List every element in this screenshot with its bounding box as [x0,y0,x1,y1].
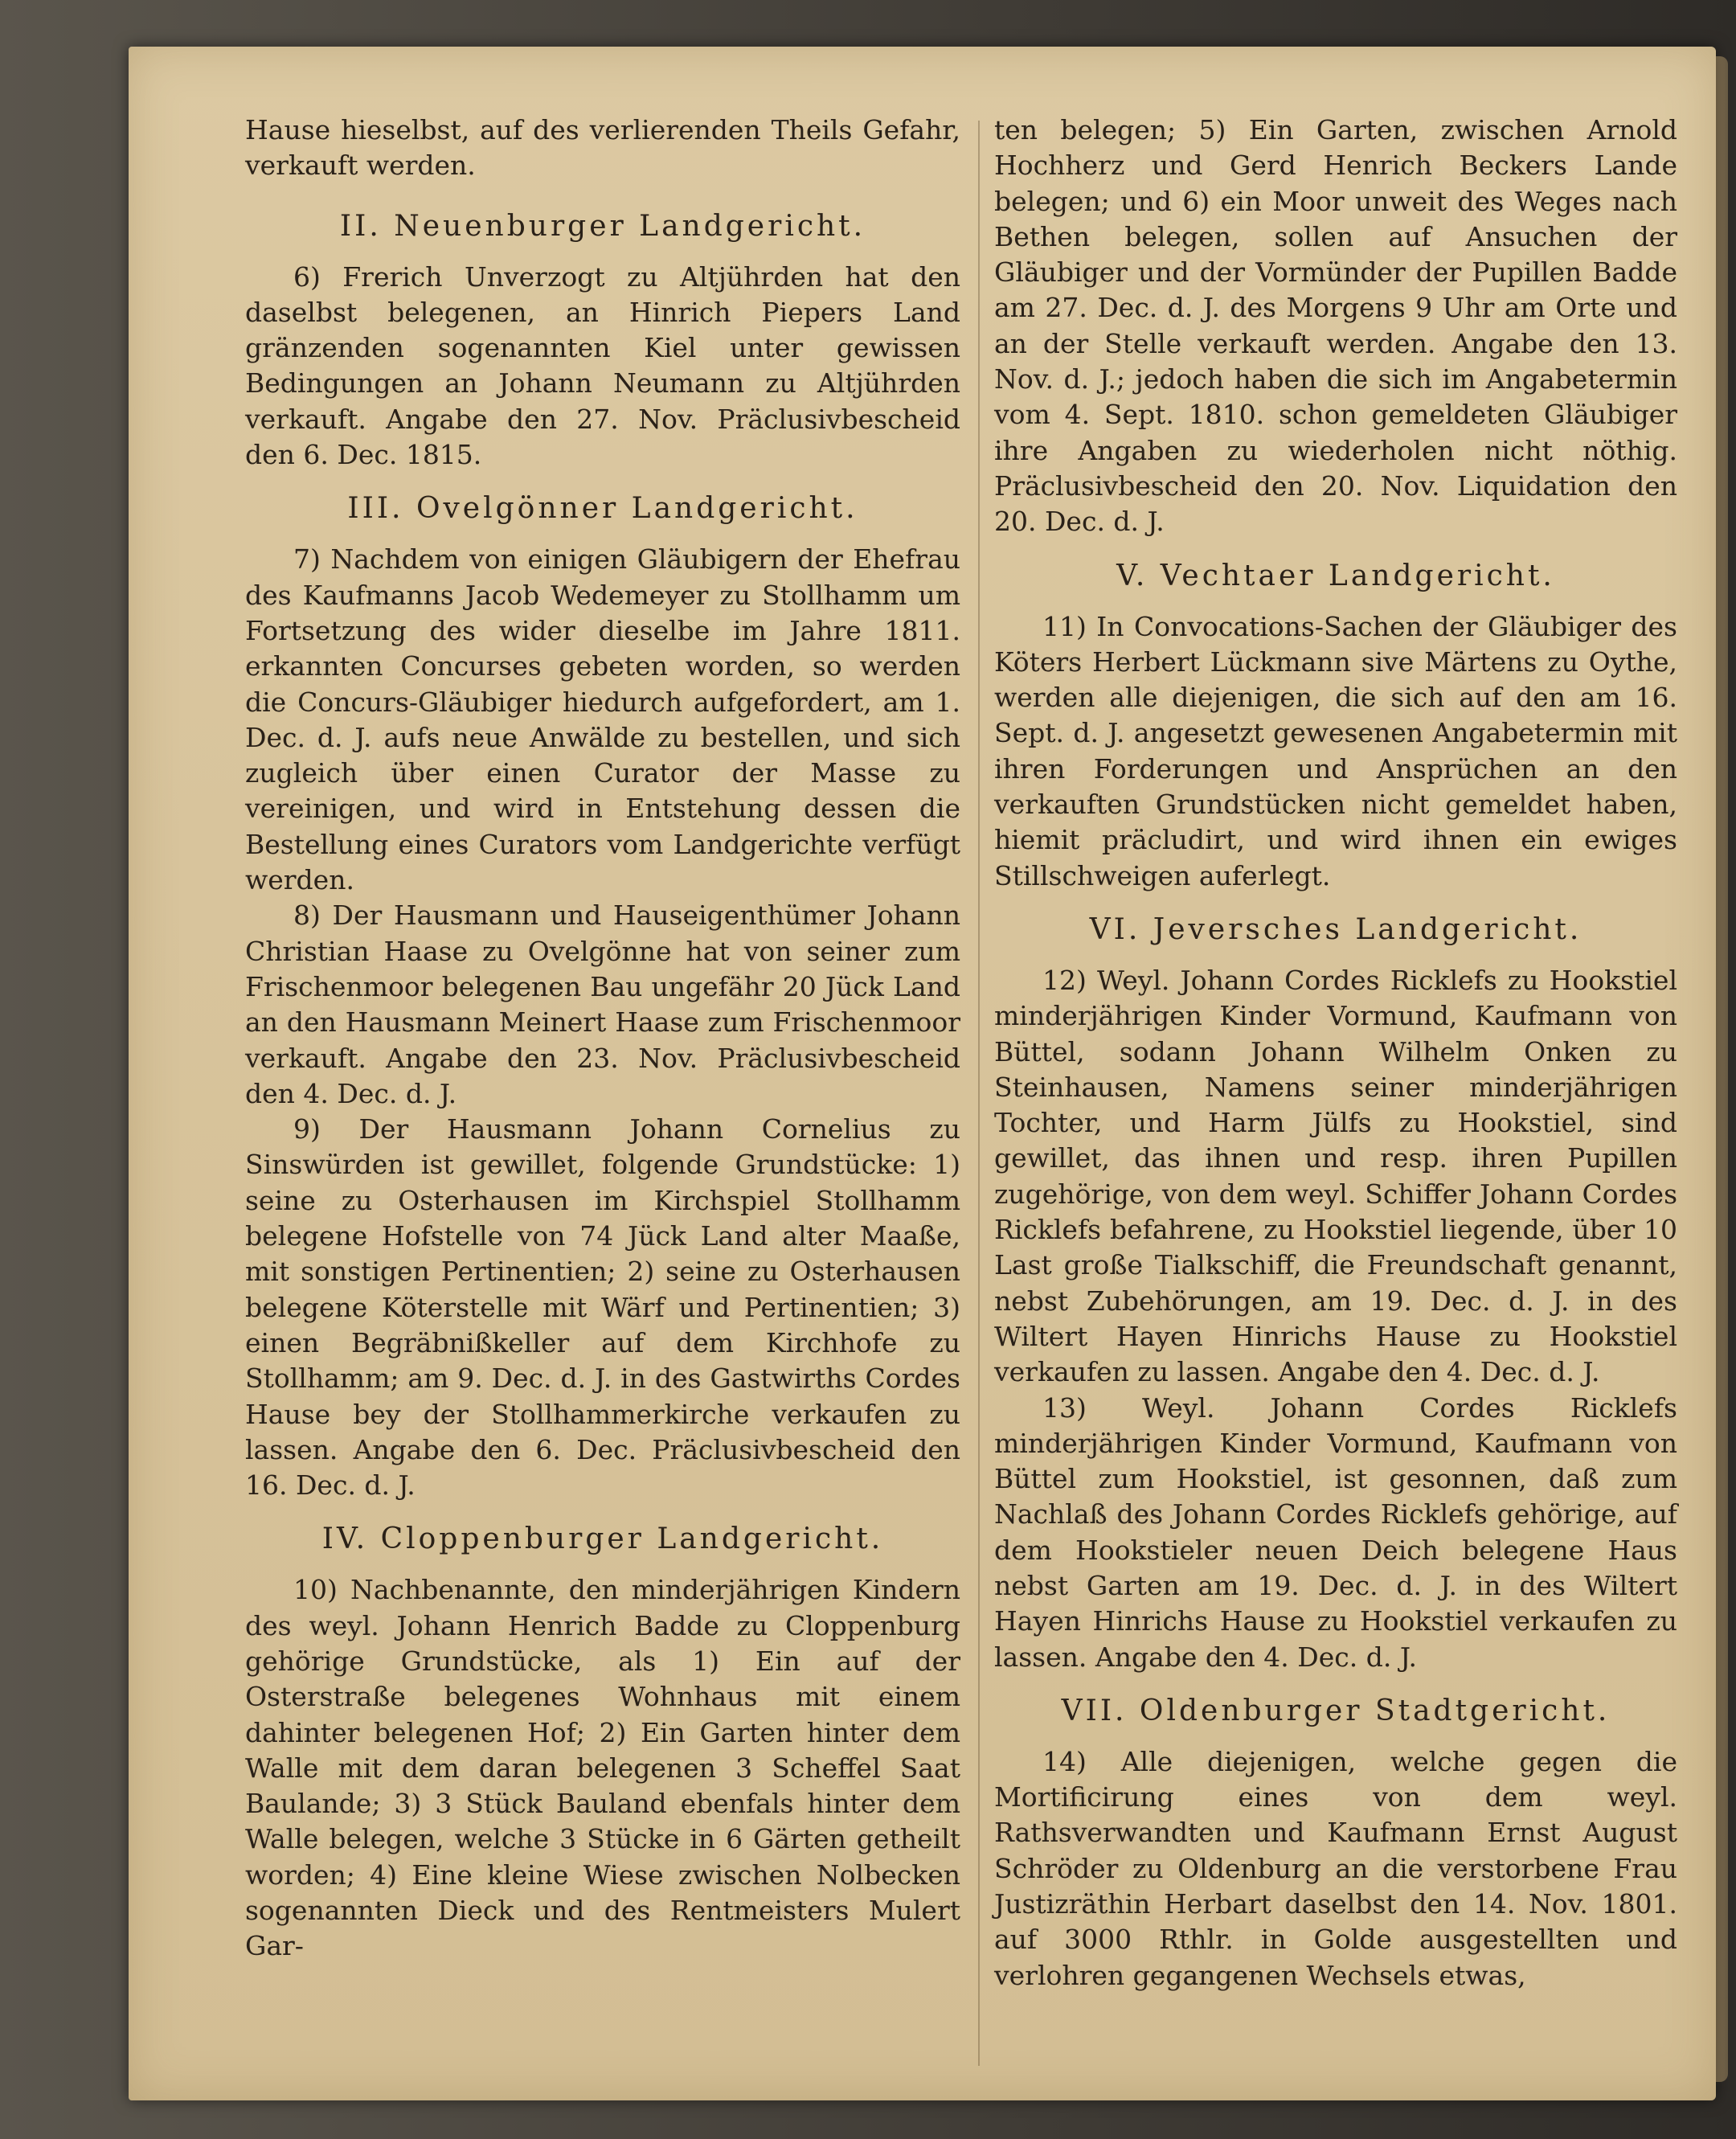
paragraph-11: 11) In Convocations-Sachen der Gläubiger des Köters Herbert Lückmann sive Märtens zu Oythe, werden alle diejenigen, die sich auf den am 16. Sept. d. J. angesetzt gewesenen Angabetermin mit ihren Forderungen und Ansprüchen an den verkauften Grundstücken nicht gemeldet haben, hiemit präcludirt, und wird ihnen ein ewiges Stillschweigen auferlegt. [994,610,1677,891]
paragraph-8: 8) Der Hausmann und Hauseigenthümer Johann Christian Haase zu Ovelgönne hat von seiner zum Frischenmoor belegenen Bau ungefähr 20 Jück Land an den Hausmann Meinert Haase zum Frischenmoor verkauft. Angabe den 23. Nov. Präclusivbescheid den 4. Dec. d. J. [245,899,960,1109]
section-heading-ovelgoenner: III. Ovelgönner Landgericht. [347,492,858,526]
left-column [245,113,960,1965]
paragraph-intro: Hause hieselbst, auf des verlierenden Theils Gefahr, verkauft werden. [245,114,960,182]
right-column [994,113,1677,1994]
column-divider [978,121,980,2066]
paragraph-9: 9) Der Hausmann Johann Cornelius zu Sinswürden ist gewillet, folgende Grundstücke: 1) seine zu Osterhausen im Kirchspiel Stollhamm belegene Hofstelle von 74 Jück Land alter Maaße, mit sonstigen Pertinentien; 2) seine zu Osterhausen belegene Köterstelle mit Wärf und Pertinentien; 3) einen Begräbnißkeller auf dem Kirchhofe zu Stollhamm; am 9. Dec. d. J. in des Gastwirths Cordes Hause bey der Stollhammerkirche verkaufen zu lassen. Angabe den 6. Dec. Präclusivbescheid den 16. Dec. d. J. [245,1113,960,1502]
section-heading-cloppenburger: IV. Cloppenburger Landgericht. [321,1522,884,1556]
paragraph-6: 6) Frerich Unverzogt zu Altjührden hat den daselbst belegenen, an Hinrich Piepers Land gränzenden sogenannten Kiel unter gewissen Bedingungen an Johann Neumann zu Altjührden verkauft. Angabe den 27. Nov. Präclusivbescheid den 6. Dec. 1815. [245,260,960,471]
paragraph-10-continued: ten belegen; 5) Ein Garten, zwischen Arnold Hochherz und Gerd Henrich Beckers Lande belegen; und 6) ein Moor unweit des Weges nach Bethen belegen, sollen auf Ansuchen der Gläubiger und der Vormünder der Pupillen Badde am 27. Dec. d. J. des Morgens 9 Uhr am Orte und an der Stelle verkauft werden. Angabe den 13. Nov. d. J.; jedoch haben die sich im Angabetermin vom 4. Sept. 1810. schon gemeldeten Gläubiger ihre Angaben zu wiederholen nicht nöthig. Präclusivbescheid den 20. Nov. Liquidation den 20. Dec. d. J. [994,114,1677,538]
paragraph-7: 7) Nachdem von einigen Gläubigern der Ehefrau des Kaufmanns Jacob Wedemeyer zu Stollhamm um Fortsetzung des wider dieselbe im Jahre 1811. erkannten Concurses gebeten worden, so werden die Concurs-Gläubiger hiedurch aufgefordert, am 1. Dec. d. J. aufs neue Anwälde zu bestellen, und sich zugleich über einen Curator der Masse zu vereinigen, und wird in Entstehung dessen die Bestellung eines Curators vom Landgerichte verfügt werden. [245,543,960,896]
paragraph-12: 12) Weyl. Johann Cordes Ricklefs zu Hookstiel minderjährigen Kinder Vormund, Kaufmann von Büttel, sodann Johann Wilhelm Onken zu Steinhausen, Namens seiner minderjährigen Tochter, und Harm Jülfs zu Hookstiel, sind gewillet, das ihnen und resp. ihren Pupillen zugehörige, von dem weyl. Schiffer Johann Cordes Ricklefs befahrene, zu Hookstiel liegende, über 10 Last große Tialkschiff, die Freundschaft genannt, nebst Zubehörungen, am 19. Dec. d. J. in des Wiltert Hayen Hinrichs Hause zu Hookstiel verkaufen zu lassen. Angabe den 4. Dec. d. J. [994,964,1677,1388]
section-heading-oldenburger: VII. Oldenburger Stadtgericht. [1061,1694,1611,1727]
paragraph-10: 10) Nachbenannte, den minderjährigen Kindern des weyl. Johann Henrich Badde zu Cloppenburg gehörige Grundstücke, als 1) Ein auf der Osterstraße belegenes Wohnhaus mit einem dahinter belegenen Hof; 2) Ein Garten hinter dem Walle mit dem daran belegenen 3 Scheffel Saat Baulande; 3) 3 Stück Bauland ebenfals hinter dem Walle belegen, welche 3 Stücke in 6 Gärten getheilt worden; 4) Eine kleine Wiese zwischen Nolbecken sogenannten Dieck und des Rentmeisters Mulert Gar- [245,1574,960,1962]
paragraph-14: 14) Alle diejenigen, welche gegen die Mortificirung eines von dem weyl. Rathsverwandten und Kaufmann Ernst August Schröder zu Oldenburg an die verstorbene Frau Justizräthin Herbart daselbst den 14. Nov. 1801. auf 3000 Rthlr. in Golde ausgestellten und verlohren gegangenen Wechsels etwas, [994,1745,1677,1991]
section-heading-jeversches: VI. Jeversches Landgericht. [1089,912,1582,946]
paragraph-13: 13) Weyl. Johann Cordes Ricklefs minderjährigen Kinder Vormund, Kaufmann von Büttel zum Hookstiel, ist gesonnen, daß zum Nachlaß des Johann Cordes Ricklefs gehörige, auf dem Hookstieler neuen Deich belegene Haus nebst Garten am 19. Dec. d. J. in des Wiltert Hayen Hinrichs Hause zu Hookstiel verkaufen zu lassen. Angabe den 4. Dec. d. J. [994,1391,1677,1673]
section-heading-vechtaer: V. Vechtaer Landgericht. [1116,559,1555,592]
section-heading-neuenburger: II. Neuenburger Landgericht. [339,209,866,243]
